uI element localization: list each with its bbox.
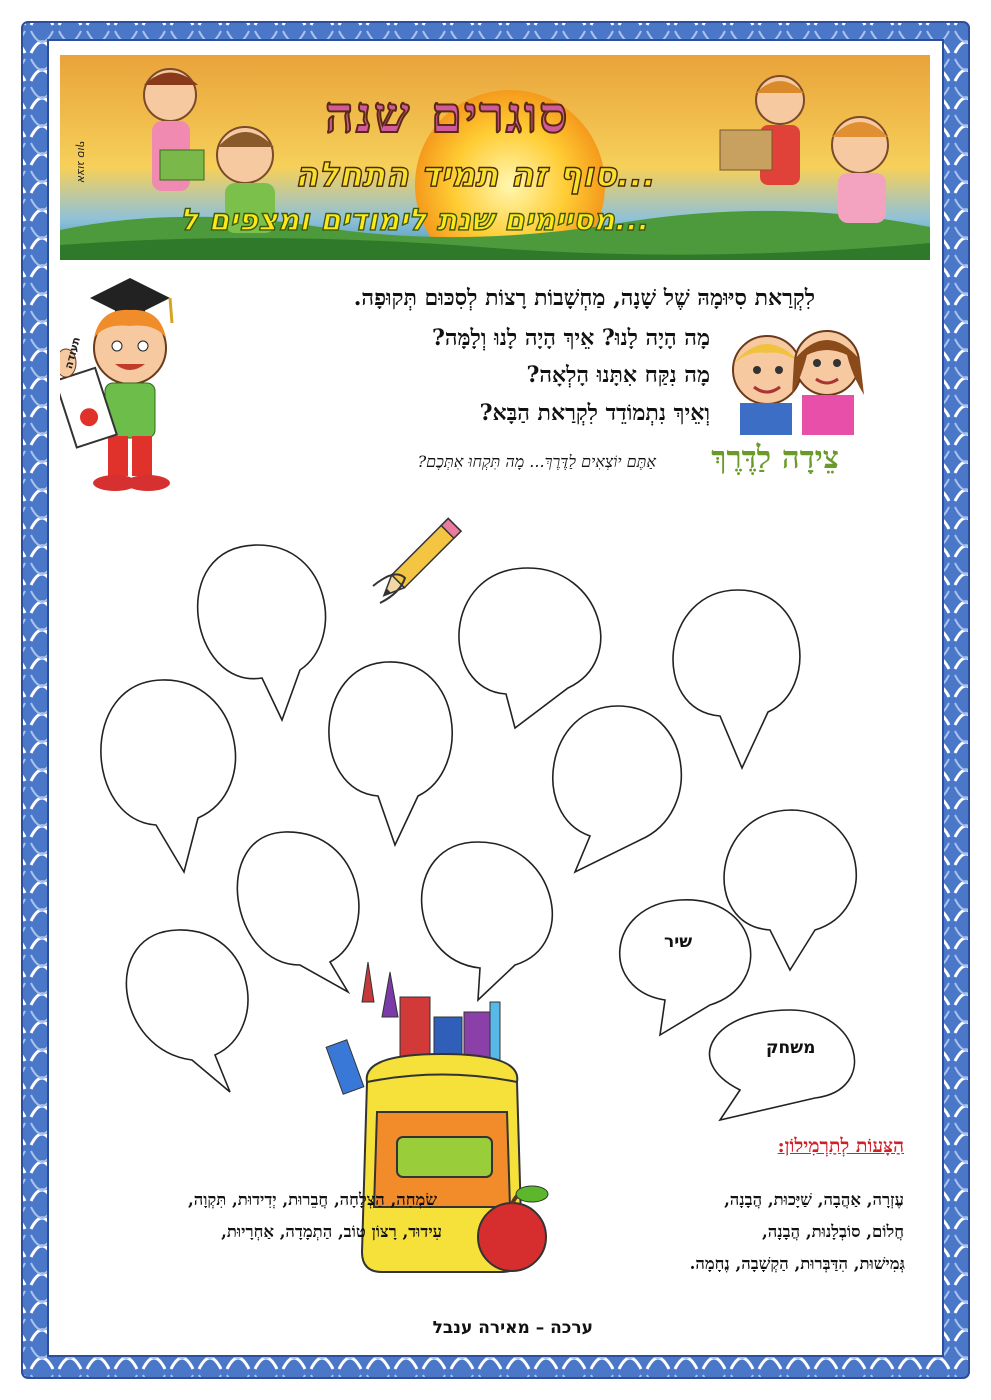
- speech-bubble-song: [620, 900, 751, 1035]
- speech-bubble-1: [198, 545, 326, 720]
- speech-bubble-5: [329, 662, 452, 845]
- banner-credit: אצוג סוף: [75, 140, 88, 183]
- banner-subtitle: סוף זה תמיד התחלה...: [295, 155, 656, 195]
- suggestions-line-3: גְּמִישׁוּת, הִדַּבְּרוּת, הַקְשָׁבָה, נֶחָמָה.: [689, 1254, 905, 1273]
- speech-bubble-10: [126, 930, 248, 1092]
- banner-tagline: מסיימים שנת לימודים ומצפים ל...: [180, 203, 650, 238]
- speech-bubble-4: [101, 680, 236, 872]
- tzeida-title: צֵידָה לַדֶּרֶךְ: [711, 440, 839, 476]
- bubble-song-text: שיר: [664, 932, 693, 952]
- suggestions-line-1-left: שִׂמְחָה, הַצְלָחָה, חֲבֵרוּת, יְדִידוּת, תִּקְוָה,: [187, 1190, 437, 1209]
- diploma-label: תעודה: [62, 335, 84, 371]
- author-credit: ערכה – מאירה ענבל: [432, 1318, 593, 1338]
- suggestions-line-1-right: עֶזְרָה, אַהֲבָה, שַׁיָּכוּת, הֲבָנָה,: [724, 1190, 904, 1209]
- intro-line-2: מָה הָיָה לָנוּ? אֵיךְ הָיָה לָנוּ וְלָמָּה?: [431, 325, 710, 351]
- suggestions-line-2-left: עִידוּד, רָצוֹן טוֹב, הַתְמָדָה, אַחְרָיוּת,: [221, 1222, 442, 1241]
- pencil-icon: [365, 508, 470, 618]
- tzeida-subtitle: אַתֶּם יוֹצְאִים לַדֶּרֶךְ... מָה תִּקְחוּ אִתְּכֶם?: [417, 452, 656, 471]
- speech-bubble-6: [553, 706, 681, 872]
- intro-line-1: לִקְרַאת סִיּוּמָהּ שֶׁל שָׁנָה, מַחְשָׁבוֹת רָצוֹת לְסִכּוּם תְּקוּפָה.: [353, 285, 815, 311]
- intro-line-4: וְאֵיךְ נִתְמוֹדֵד לִקְרַאת הַבָּא?: [479, 400, 710, 426]
- speech-bubble-3: [673, 590, 800, 768]
- bubble-game-text: משחק: [766, 1038, 816, 1058]
- intro-line-3: מָה נִקַּח אִתָּנוּ הָלְאָה?: [526, 362, 710, 388]
- suggestions-line-2-right: חֲלוֹם, סוֹבְלָנוּת, הֲבָנָה,: [762, 1222, 904, 1241]
- speech-bubble-2: [459, 568, 601, 728]
- banner-title: סוגרים שנה: [325, 85, 570, 144]
- backpack-illustration: [322, 962, 562, 1292]
- suggestions-title: הַצָּעוֹת לְתַרְמִילוֹן:: [777, 1135, 904, 1157]
- speech-bubble-game: [710, 1010, 855, 1120]
